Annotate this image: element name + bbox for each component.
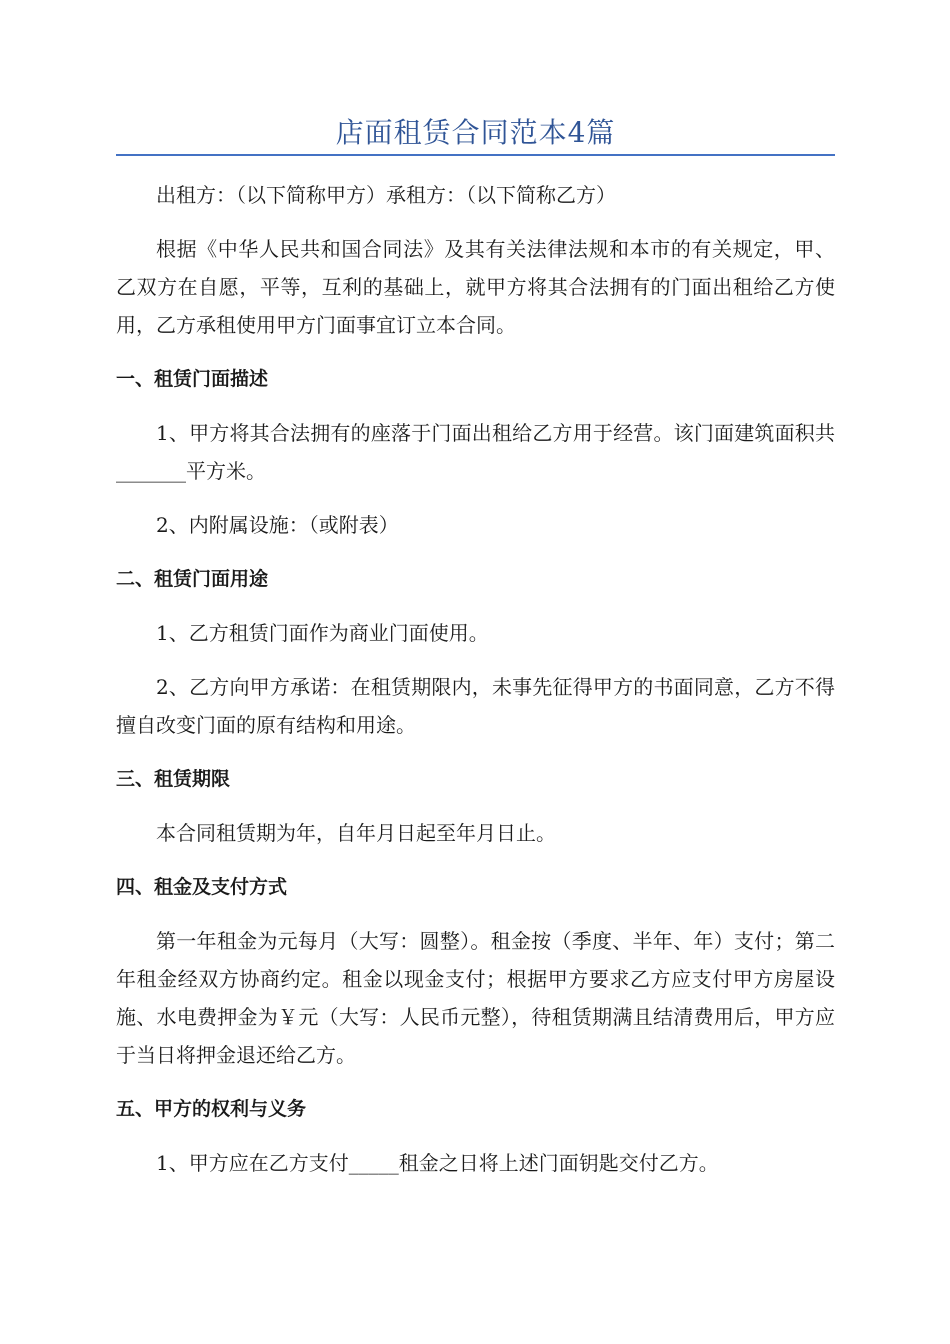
paragraph: 出租方：（以下简称甲方）承租方：（以下简称乙方） <box>156 183 616 207</box>
section-heading: 一、租赁门面描述 <box>116 368 269 390</box>
section-heading: 三、租赁期限 <box>116 768 231 790</box>
paragraph: 2、内附属设施：（或附表） <box>156 513 399 537</box>
paragraph: 根据《中华人民共和国合同法》及其有关法律法规和本市的有关规定，甲、乙双方在自愿，平等，互利的基础上，就甲方将其合法拥有的门面出租给乙方使用，乙方承租使用甲方门面事宜订立本合同。 <box>116 237 835 337</box>
section-heading: 五、甲方的权利与义务 <box>116 1098 307 1120</box>
section-heading: 四、租金及支付方式 <box>116 876 288 898</box>
document-body <box>116 176 835 1198</box>
paragraph: 本合同租赁期为年，自年月日起至年月日止。 <box>156 821 556 845</box>
section-heading: 二、租赁门面用途 <box>116 568 269 590</box>
paragraph: 2、乙方向甲方承诺：在租赁期限内，未事先征得甲方的书面同意，乙方不得擅自改变门面的原有结构和用途。 <box>116 675 835 737</box>
paragraph: 1、乙方租赁门面作为商业门面使用。 <box>156 621 489 645</box>
title-underline <box>116 154 835 156</box>
document-title: 店面租赁合同范本4篇 <box>335 116 616 149</box>
paragraph: 1、甲方将其合法拥有的座落于门面出租给乙方用于经营。该门面建筑面积共_______平方米。 <box>116 421 835 483</box>
paragraph: 1、甲方应在乙方支付_____租金之日将上述门面钥匙交付乙方。 <box>156 1151 719 1175</box>
paragraph: 第一年租金为元每月（大写：圆整）。租金按（季度、半年、年）支付；第二年租金经双方协商约定。租金以现金支付；根据甲方要求乙方应支付甲方房屋设施、水电费押金为￥元（大写：人民币元整），待租赁期满且结清费用后，甲方应于当日将押金退还给乙方。 <box>116 929 835 1067</box>
